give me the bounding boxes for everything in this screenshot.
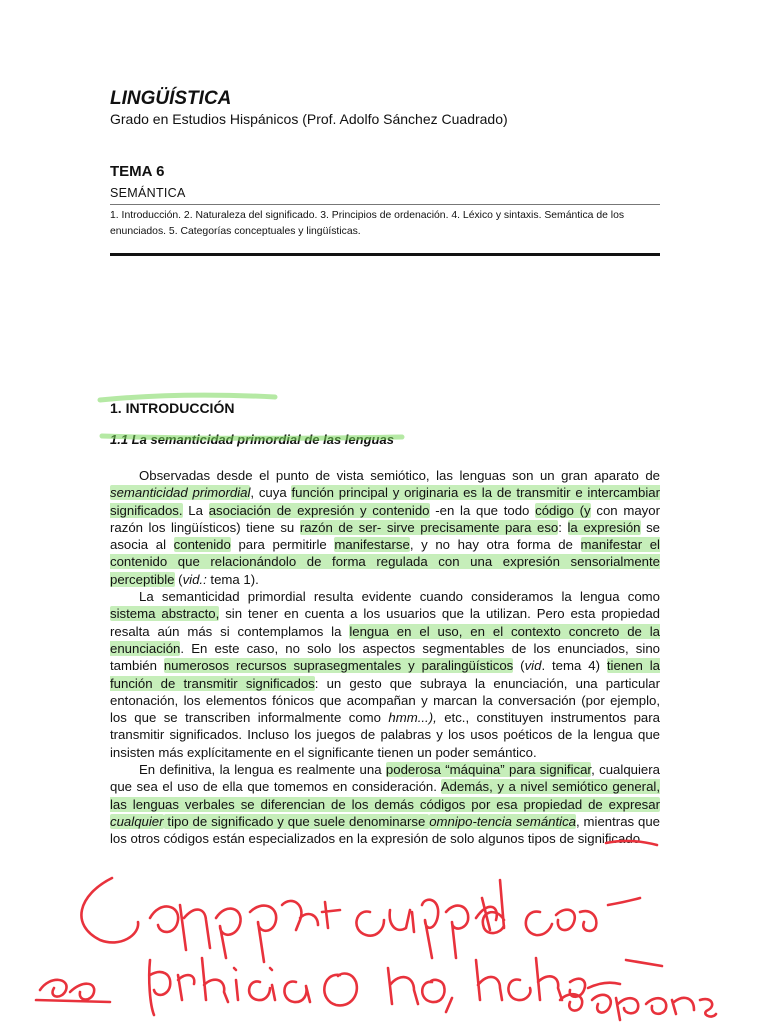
ink-stroke xyxy=(580,911,596,931)
ink-stroke xyxy=(608,898,640,905)
ink-stroke xyxy=(570,979,585,997)
ink-stroke xyxy=(234,968,238,1000)
ink-stroke xyxy=(40,980,67,997)
highlighted-text: semanticidad primordial xyxy=(110,485,251,501)
ink-stroke xyxy=(284,982,310,1003)
highlighted-text: contenido xyxy=(173,537,231,553)
highlighted-text: cualquier xyxy=(110,813,164,829)
highlighted-text: manifestarse xyxy=(334,537,410,553)
italic-text: vid.: xyxy=(182,571,207,587)
ink-stroke xyxy=(560,994,582,1010)
ink-stroke xyxy=(322,902,340,928)
highlighted-text: omnipo-tencia semántica xyxy=(429,813,577,829)
ink-stroke xyxy=(270,968,275,1000)
paragraph: En definitiva, la lengua es realmente una poderosa “máquina” para significar, cualquiera que sea el uso de ella que tomemos en consideración. Además, y a nivel semiótico general, las lenguas verbales se diferencian de los demás códigos por esa propiedad de expresar cualquier tipo de significado y que suele denominarse omnipo-tencia semántica, mientras que los otros códigos están especializados en la expresión de solo algunos tipos de significado. xyxy=(110,762,661,847)
ink-stroke xyxy=(36,984,110,1002)
ink-stroke xyxy=(616,998,638,1020)
ink-stroke xyxy=(536,958,562,1000)
table-of-contents: 1. Introducción. 2. Naturaleza del significado. 3. Principios de ordenación. 4. Léxico y sintaxis. Semántica de los enunciados. 5. Categorías conceptuales y lingüísticas. xyxy=(110,210,625,237)
ink-stroke xyxy=(556,910,575,930)
section-title: 1. INTRODUCCIÓN xyxy=(110,400,235,416)
ink-stroke xyxy=(592,995,611,1013)
ink-stroke xyxy=(588,960,662,988)
highlighted-text: lengua en el uso, en el contexto concreto de la enunciación xyxy=(110,623,661,656)
ink-stroke xyxy=(446,998,452,1012)
course-subtitle: Grado en Estudios Hispánicos (Prof. Adolfo Sánchez Cuadrado) xyxy=(110,111,508,127)
ink-stroke xyxy=(216,909,241,958)
ink-stroke xyxy=(180,905,210,950)
highlighted-text: código (y xyxy=(535,502,591,518)
thin-divider xyxy=(110,204,660,205)
ink-stroke xyxy=(202,958,228,1002)
highlighted-text: poderosa “máquina” para significar xyxy=(385,762,592,778)
body-text xyxy=(110,467,660,848)
highlighted-text: tienen la función de transmitir significados xyxy=(110,658,660,691)
ink-stroke xyxy=(422,900,438,958)
ink-stroke xyxy=(526,912,552,936)
highlighted-text: Además, y a nivel semiótico general, las lenguas verbales se diferencian de los demás códigos por esa propiedad de expresar xyxy=(110,779,660,812)
ink-stroke xyxy=(150,906,178,931)
ink-stroke xyxy=(390,910,414,932)
ink-stroke xyxy=(446,906,468,958)
thick-divider xyxy=(110,253,660,256)
ink-stroke xyxy=(178,975,194,1000)
ink-stroke xyxy=(422,980,444,1002)
red-ink-scribble xyxy=(36,841,716,1020)
ink-stroke xyxy=(249,981,270,1000)
ink-stroke xyxy=(388,968,418,1004)
highlighted-text: la expresión xyxy=(567,519,641,535)
highlighted-text: función principal y originaria es la de transmitir e intercambiar significados. xyxy=(110,485,660,518)
ink-stroke xyxy=(356,912,384,936)
ink-stroke xyxy=(646,998,666,1014)
ink-stroke xyxy=(324,974,357,1006)
italic-text: hmm...), xyxy=(388,710,437,726)
highlighted-text: tipo de significado y que suele denominarse xyxy=(163,813,430,829)
italic-text: vid xyxy=(524,658,542,674)
course-title: LINGÜÍSTICA xyxy=(110,88,232,109)
paragraph: La semanticidad primordial resulta evidente cuando consideramos la lengua como sistema abstracto, sin tener en cuenta a los usuarios que la utilizan. Pero esta propiedad resalta aún más si contemplamos la lengua en el uso, en el contexto concreto de la enunciación. En este caso, no solo los aspectos segmentables de los enunciados, sino también numerosos recursos suprasegmentales y paralingüísticos (vid. tema 4) tienen la función de transmitir significados: un gesto que subraya la enunciación, una particular entonación, los elementos fónicos que acompañan y marcan la conversación (por ejemplo, los que se transcriben informalmente como hmm...), etc., constituyen instrumentos para transmitir significados. Incluso los juegos de palabras y los usos poéticos de la lengua que insisten más explícitamente en el significante tienen un poder semántico. xyxy=(110,589,661,760)
ink-stroke xyxy=(149,960,170,1015)
ink-stroke xyxy=(476,898,497,930)
ink-stroke xyxy=(250,906,276,962)
highlighted-text: sistema abstracto, xyxy=(110,606,220,622)
highlighted-text: razón de ser- sirve precisamente para eso xyxy=(299,519,559,535)
tema-name: SEMÁNTICA xyxy=(110,186,186,200)
ink-stroke xyxy=(476,960,502,1000)
ink-stroke xyxy=(81,878,138,942)
tema-title: TEMA 6 xyxy=(110,163,165,180)
ink-stroke xyxy=(672,998,716,1017)
highlighted-text: asociación de expresión y contenido xyxy=(208,502,430,518)
ink-stroke xyxy=(282,901,318,930)
ink-stroke xyxy=(483,880,504,933)
highlighted-text: numerosos recursos suprasegmentales y paralingüísticos xyxy=(163,658,514,674)
subsection-title: 1.1 La semanticidad primordial de las lenguas xyxy=(110,432,394,447)
paragraph: Observadas desde el punto de vista semiótico, las lenguas son un gran aparato de semanticidad primordial, cuya función principal y originaria es la de transmitir e intercambiar significados. La asociación de expresión y contenido -en la que todo código (y con mayor razón los lingüísticos) tiene su razón de ser- sirve precisamente para eso: la expresión se asocia al contenido para permitirle manifestarse, y no hay otra forma de manifestar el contenido que relacionándolo de forma regulada con una expresión sensorialmente perceptible (vid.: tema 1). xyxy=(110,468,661,587)
ink-stroke xyxy=(508,980,530,1001)
highlighted-text: manifestar el contenido que relacionándolo de forma regulada con una expresión sensorialmente perceptible xyxy=(110,537,660,587)
